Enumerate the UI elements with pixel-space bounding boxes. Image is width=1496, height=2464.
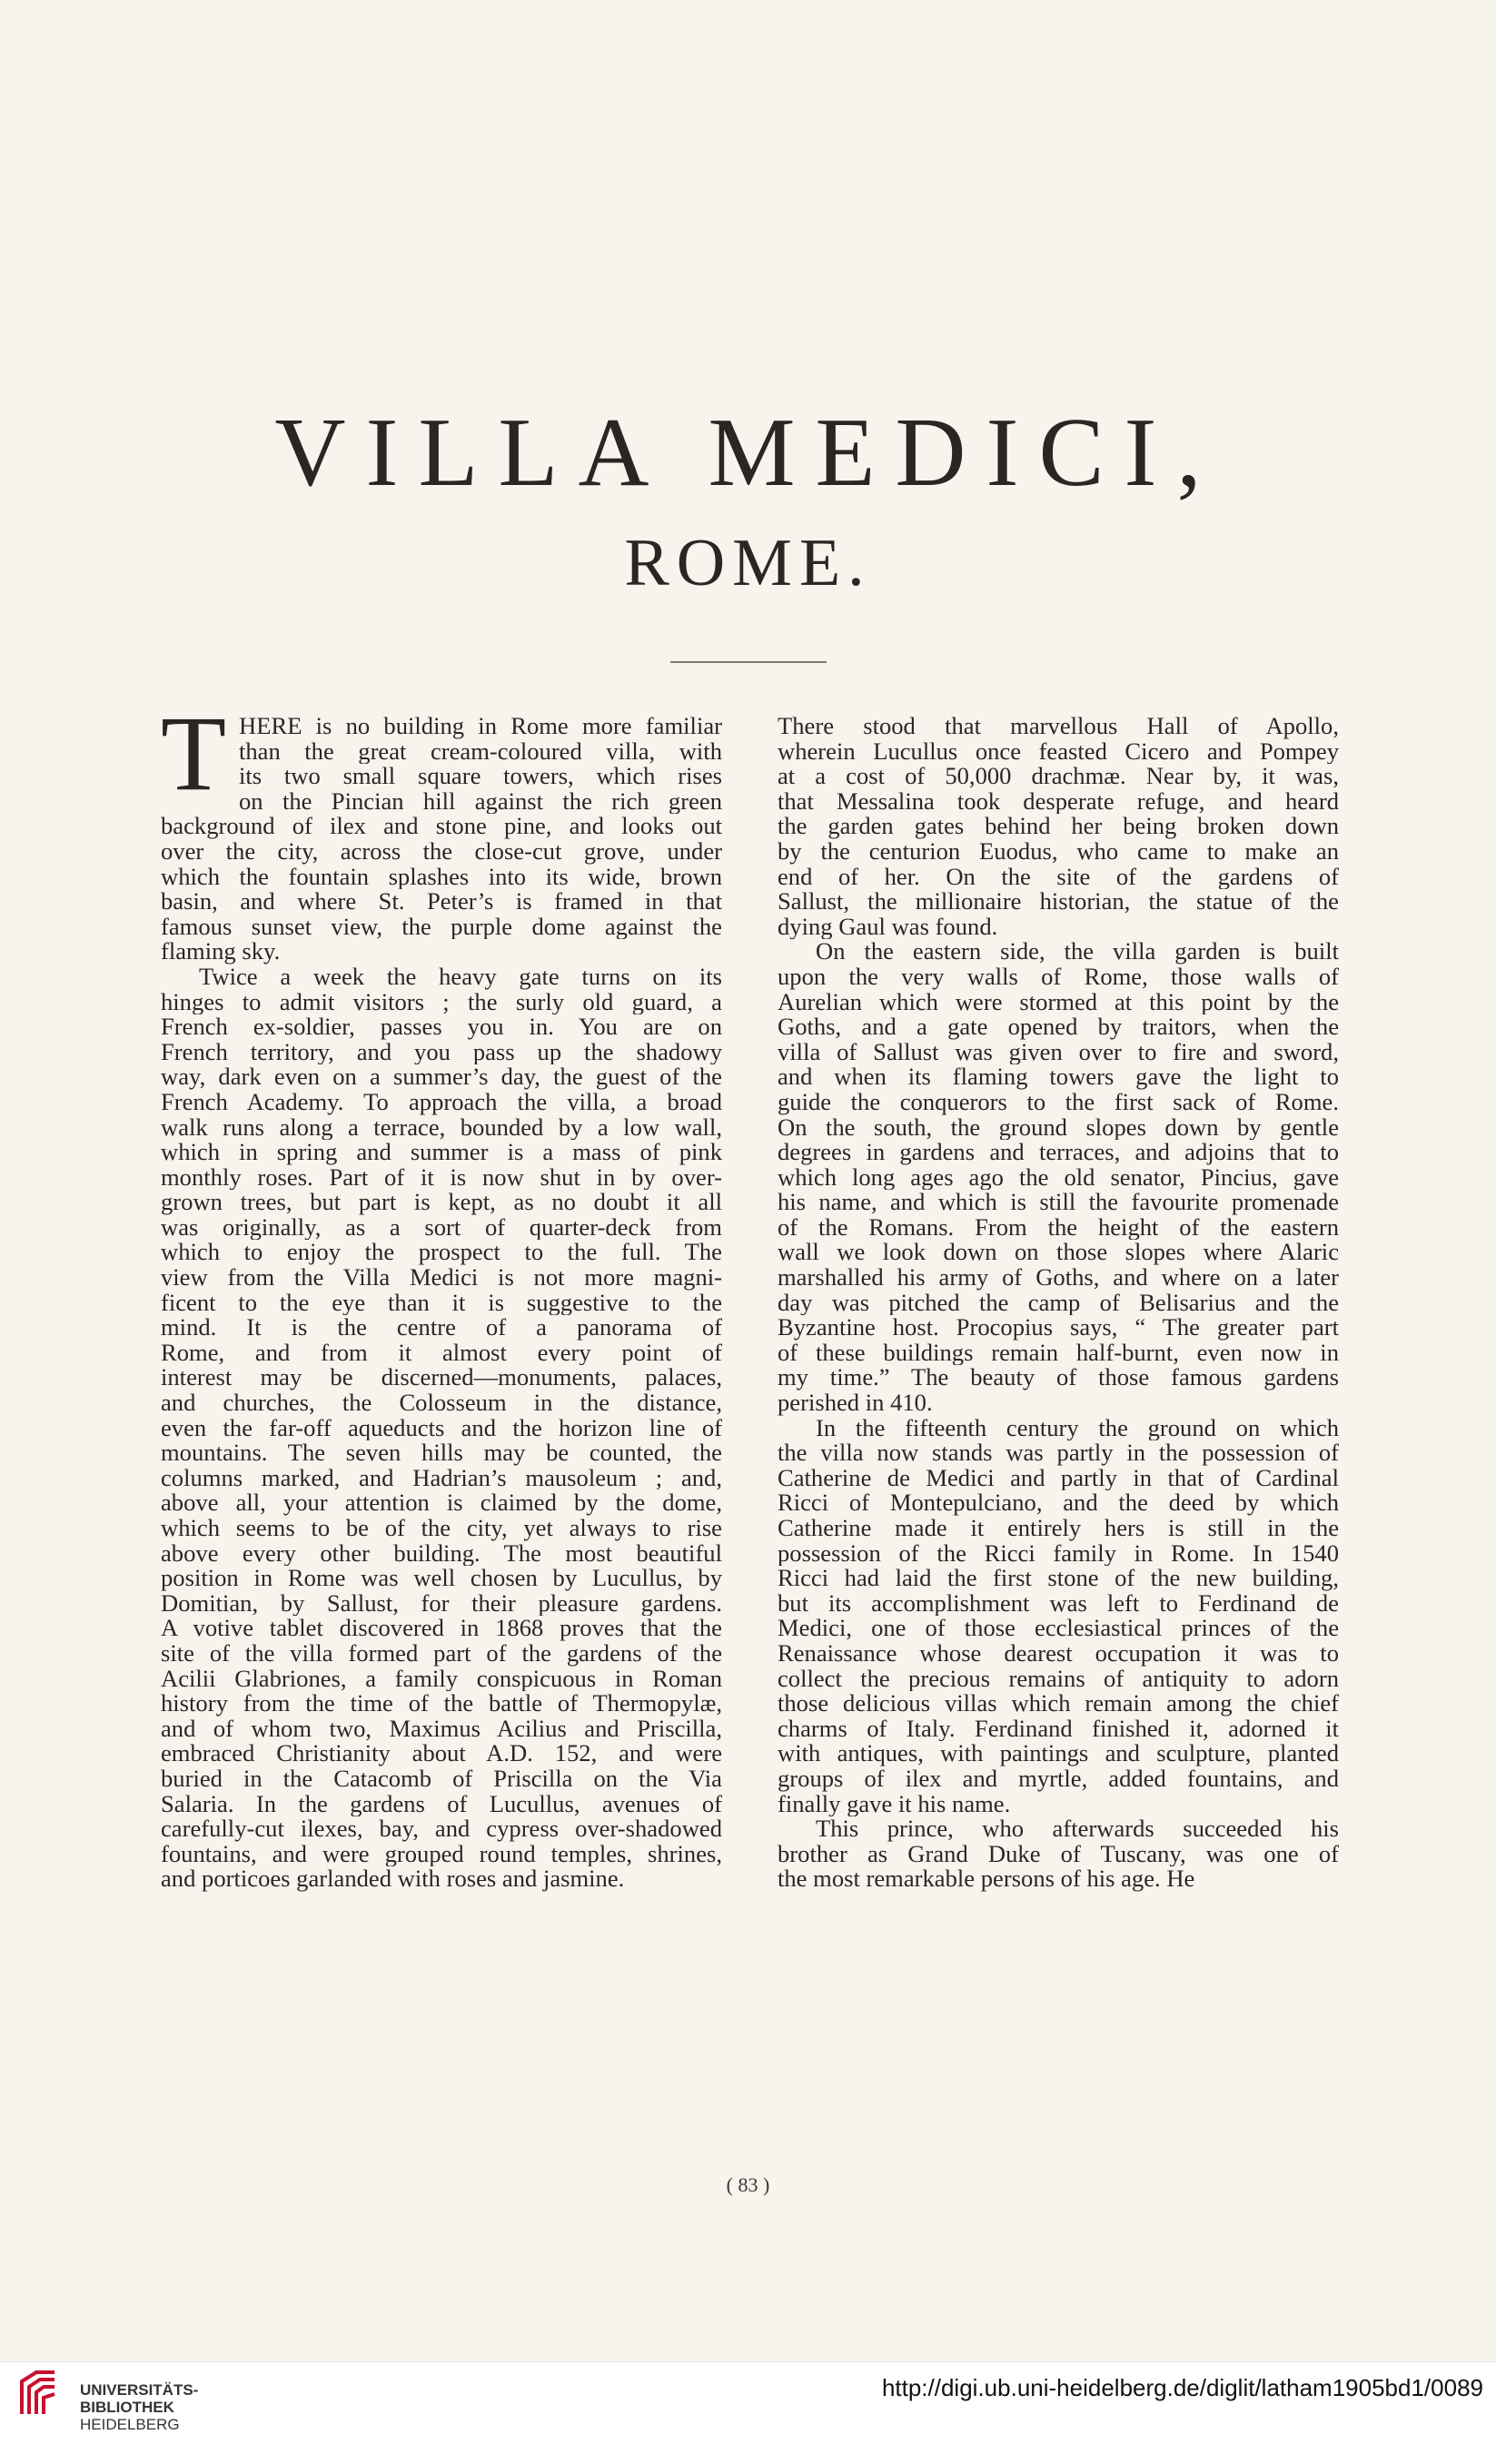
text-line: groups of ilex and myrtle, added fountains, and xyxy=(778,1766,1339,1792)
text-line: marshalled his army of Goths, and where on a later xyxy=(778,1265,1339,1291)
text-line: There stood that marvellous Hall of Apollo, xyxy=(778,714,1339,739)
text-line: Renaissance whose dearest occupation it was to xyxy=(778,1640,1339,1667)
text-line: his name, and which is still the favourite promenade xyxy=(778,1190,1339,1215)
text-line: possession of the Ricci family in Rome. In 1540 xyxy=(778,1540,1339,1567)
text-line: Sallust, the millionaire historian, the statue of the xyxy=(778,889,1339,915)
text-line: at a cost of 50,000 drachmæ. Near by, it was, xyxy=(778,764,1339,789)
left-column xyxy=(161,694,722,1892)
text-line: interest may be discerned—monuments, palaces, xyxy=(161,1365,722,1391)
text-line: mountains. The seven hills may be counted, the xyxy=(161,1440,722,1466)
text-line: the garden gates behind her being broken down xyxy=(778,814,1339,839)
text-line: with antiques, with paintings and sculpture, planted xyxy=(778,1741,1339,1766)
text-line: which the fountain splashes into its wide, brown xyxy=(161,864,722,890)
text-line: history from the time of the battle of Thermopylæ, xyxy=(161,1691,722,1717)
text-line: of these buildings remain half-burnt, even now in xyxy=(778,1340,1339,1366)
text-line: which seems to be of the city, yet always to rise xyxy=(161,1516,722,1541)
text-line: which long ages ago the old senator, Pincius, gave xyxy=(778,1164,1339,1191)
text-line: hinges to admit visitors ; the surly old guard, a xyxy=(161,989,722,1015)
text-line: On the eastern side, the villa garden is built xyxy=(816,939,1339,965)
text-line: its two small square towers, which rises xyxy=(239,764,722,789)
text-line: and when its flaming towers gave the light to xyxy=(778,1064,1339,1090)
text-line: Domitian, by Sallust, for their pleasure gardens. xyxy=(161,1590,722,1617)
text-line: Salaria. In the gardens of Lucullus, avenues of xyxy=(161,1791,722,1817)
text-line: that Messalina took desperate refuge, and heard xyxy=(778,788,1339,815)
text-line: those delicious villas which remain among the chief xyxy=(778,1691,1339,1717)
text-line: perished in 410. xyxy=(778,1390,933,1416)
text-line: above every other building. The most beautiful xyxy=(161,1540,722,1567)
text-line: French Academy. To approach the villa, a broad xyxy=(161,1089,722,1115)
text-line: basin, and where St. Peter’s is framed in that xyxy=(161,889,722,915)
text-line: French ex-soldier, passes you in. You are on xyxy=(161,1014,722,1040)
text-line: degrees in gardens and terraces, and adjoins that to xyxy=(778,1140,1339,1165)
text-line: collect the precious remains of antiquity to adorn xyxy=(778,1666,1339,1692)
library-name-line2: BIBLIOTHEK xyxy=(80,2399,174,2416)
library-name-line1: UNIVERSITÄTS- xyxy=(80,2381,199,2399)
text-line: over the city, across the close-cut grove, under xyxy=(161,838,722,865)
text-line: the villa now stands was partly in the possession of xyxy=(778,1440,1339,1466)
page-number: ( 83 ) xyxy=(726,2173,770,2196)
text-line: Ricci had laid the first stone of the new building, xyxy=(778,1566,1339,1591)
text-line: buried in the Catacomb of Priscilla on the Via xyxy=(161,1766,722,1792)
source-url-link[interactable]: http://digi.ub.uni-heidelberg.de/diglit/latham1905bd1/0089 xyxy=(881,2374,1483,2401)
text-line: Ricci of Montepulciano, and the deed by which xyxy=(778,1490,1339,1516)
text-line: day was pitched the camp of Belisarius and the xyxy=(778,1290,1339,1316)
text-line: villa of Sallust was given over to fire and sword, xyxy=(778,1039,1339,1065)
article-subtitle: ROME. xyxy=(624,526,872,600)
text-line: walk runs along a terrace, bounded by a low wall, xyxy=(161,1114,722,1141)
text-line: Goths, and a gate opened by traitors, when the xyxy=(778,1014,1339,1040)
text-line: charms of Italy. Ferdinand finished it, adorned it xyxy=(778,1716,1339,1742)
text-line: mind. It is the centre of a panorama of xyxy=(161,1315,722,1341)
text-line: even the far-off aqueducts and the horizon line of xyxy=(161,1415,722,1441)
text-line: which to enjoy the prospect to the full. The xyxy=(161,1240,722,1266)
text-line: flaming sky. xyxy=(161,939,281,965)
text-line: Catherine made it entirely hers is still in the xyxy=(778,1516,1339,1541)
text-line: and churches, the Colosseum in the distance, xyxy=(161,1390,722,1416)
title-rule xyxy=(670,661,827,663)
text-line: wall we look down on those slopes where Alaric xyxy=(778,1240,1339,1266)
right-column xyxy=(778,714,1339,1892)
text-line: dying Gaul was found. xyxy=(778,914,998,940)
text-line: site of the villa formed part of the gardens of the xyxy=(161,1640,722,1667)
text-line: background of ilex and stone pine, and looks out xyxy=(161,814,722,839)
text-line: monthly roses. Part of it is now shut in by over- xyxy=(161,1164,722,1191)
text-line: In the fifteenth century the ground on which xyxy=(816,1415,1339,1441)
text-line: my time.” The beauty of those famous gardens xyxy=(778,1365,1339,1391)
text-line: the most remarkable persons of his age. He xyxy=(778,1866,1195,1892)
text-line: ficent to the eye than it is suggestive to the xyxy=(161,1290,722,1316)
text-line: Medici, one of those ecclesiastical princes of the xyxy=(778,1616,1339,1641)
library-name xyxy=(80,2381,198,2433)
text-line: Aurelian which were stormed at this point by the xyxy=(778,989,1339,1015)
text-line: of the Romans. From the height of the eastern xyxy=(778,1214,1339,1241)
text-line: but its accomplishment was left to Ferdinand de xyxy=(778,1590,1339,1617)
text-line: which in spring and summer is a mass of pink xyxy=(161,1140,722,1165)
text-line: above all, your attention is claimed by the dome, xyxy=(161,1490,722,1516)
text-line: HERE is no building in Rome more familiar xyxy=(239,714,722,739)
text-line: than the great cream-coloured villa, with xyxy=(239,738,722,765)
drop-cap: T xyxy=(161,694,227,813)
text-line: Catherine de Medici and partly in that of Cardinal xyxy=(778,1465,1339,1491)
text-line: end of her. On the site of the gardens of xyxy=(778,864,1339,890)
text-line: Byzantine host. Procopius says, “ The greater part xyxy=(778,1315,1339,1341)
text-line: was originally, as a sort of quarter-deck from xyxy=(161,1214,722,1241)
text-line: way, dark even on a summer’s day, the guest of the xyxy=(161,1064,722,1090)
text-line: grown trees, but part is kept, as no doubt it all xyxy=(161,1190,722,1215)
text-line: finally gave it his name. xyxy=(778,1791,1011,1817)
text-line: Twice a week the heavy gate turns on its xyxy=(199,964,722,990)
text-line: and porticoes garlanded with roses and jasmine. xyxy=(161,1866,625,1892)
text-line: embraced Christianity about A.D. 152, and were xyxy=(161,1741,722,1766)
text-line: by the centurion Euodus, who came to make an xyxy=(778,838,1339,865)
text-line: Rome, and from it almost every point of xyxy=(161,1340,722,1366)
text-line: Acilii Glabriones, a family conspicuous in Roman xyxy=(161,1666,722,1692)
text-line: French territory, and you pass up the shadowy xyxy=(161,1039,722,1065)
text-line: and of whom two, Maximus Acilius and Priscilla, xyxy=(161,1716,722,1742)
text-line: famous sunset view, the purple dome against the xyxy=(161,914,722,940)
text-line: wherein Lucullus once feasted Cicero and Pompey xyxy=(778,738,1339,765)
text-line: carefully-cut ilexes, bay, and cypress over-shadowed xyxy=(161,1816,722,1842)
text-line: A votive tablet discovered in 1868 proves that the xyxy=(161,1616,722,1641)
text-line: columns marked, and Hadrian’s mausoleum ; and, xyxy=(161,1465,722,1491)
text-line: upon the very walls of Rome, those walls of xyxy=(778,964,1339,990)
text-line: On the south, the ground slopes down by gentle xyxy=(778,1114,1339,1141)
text-line: position in Rome was well chosen by Lucullus, by xyxy=(161,1566,722,1591)
library-name-line3: HEIDELBERG xyxy=(80,2416,180,2433)
library-logo-icon xyxy=(13,2369,64,2419)
article-title: VILLA MEDICI, xyxy=(274,399,1222,507)
text-line: This prince, who afterwards succeeded his xyxy=(816,1816,1339,1842)
text-line: fountains, and were grouped round temples, shrines, xyxy=(161,1841,722,1867)
text-line: brother as Grand Duke of Tuscany, was one of xyxy=(778,1841,1339,1867)
text-line: on the Pincian hill against the rich green xyxy=(239,788,722,815)
text-line: guide the conquerors to the first sack of Rome. xyxy=(778,1089,1339,1115)
text-line: view from the Villa Medici is not more magni- xyxy=(161,1265,722,1291)
